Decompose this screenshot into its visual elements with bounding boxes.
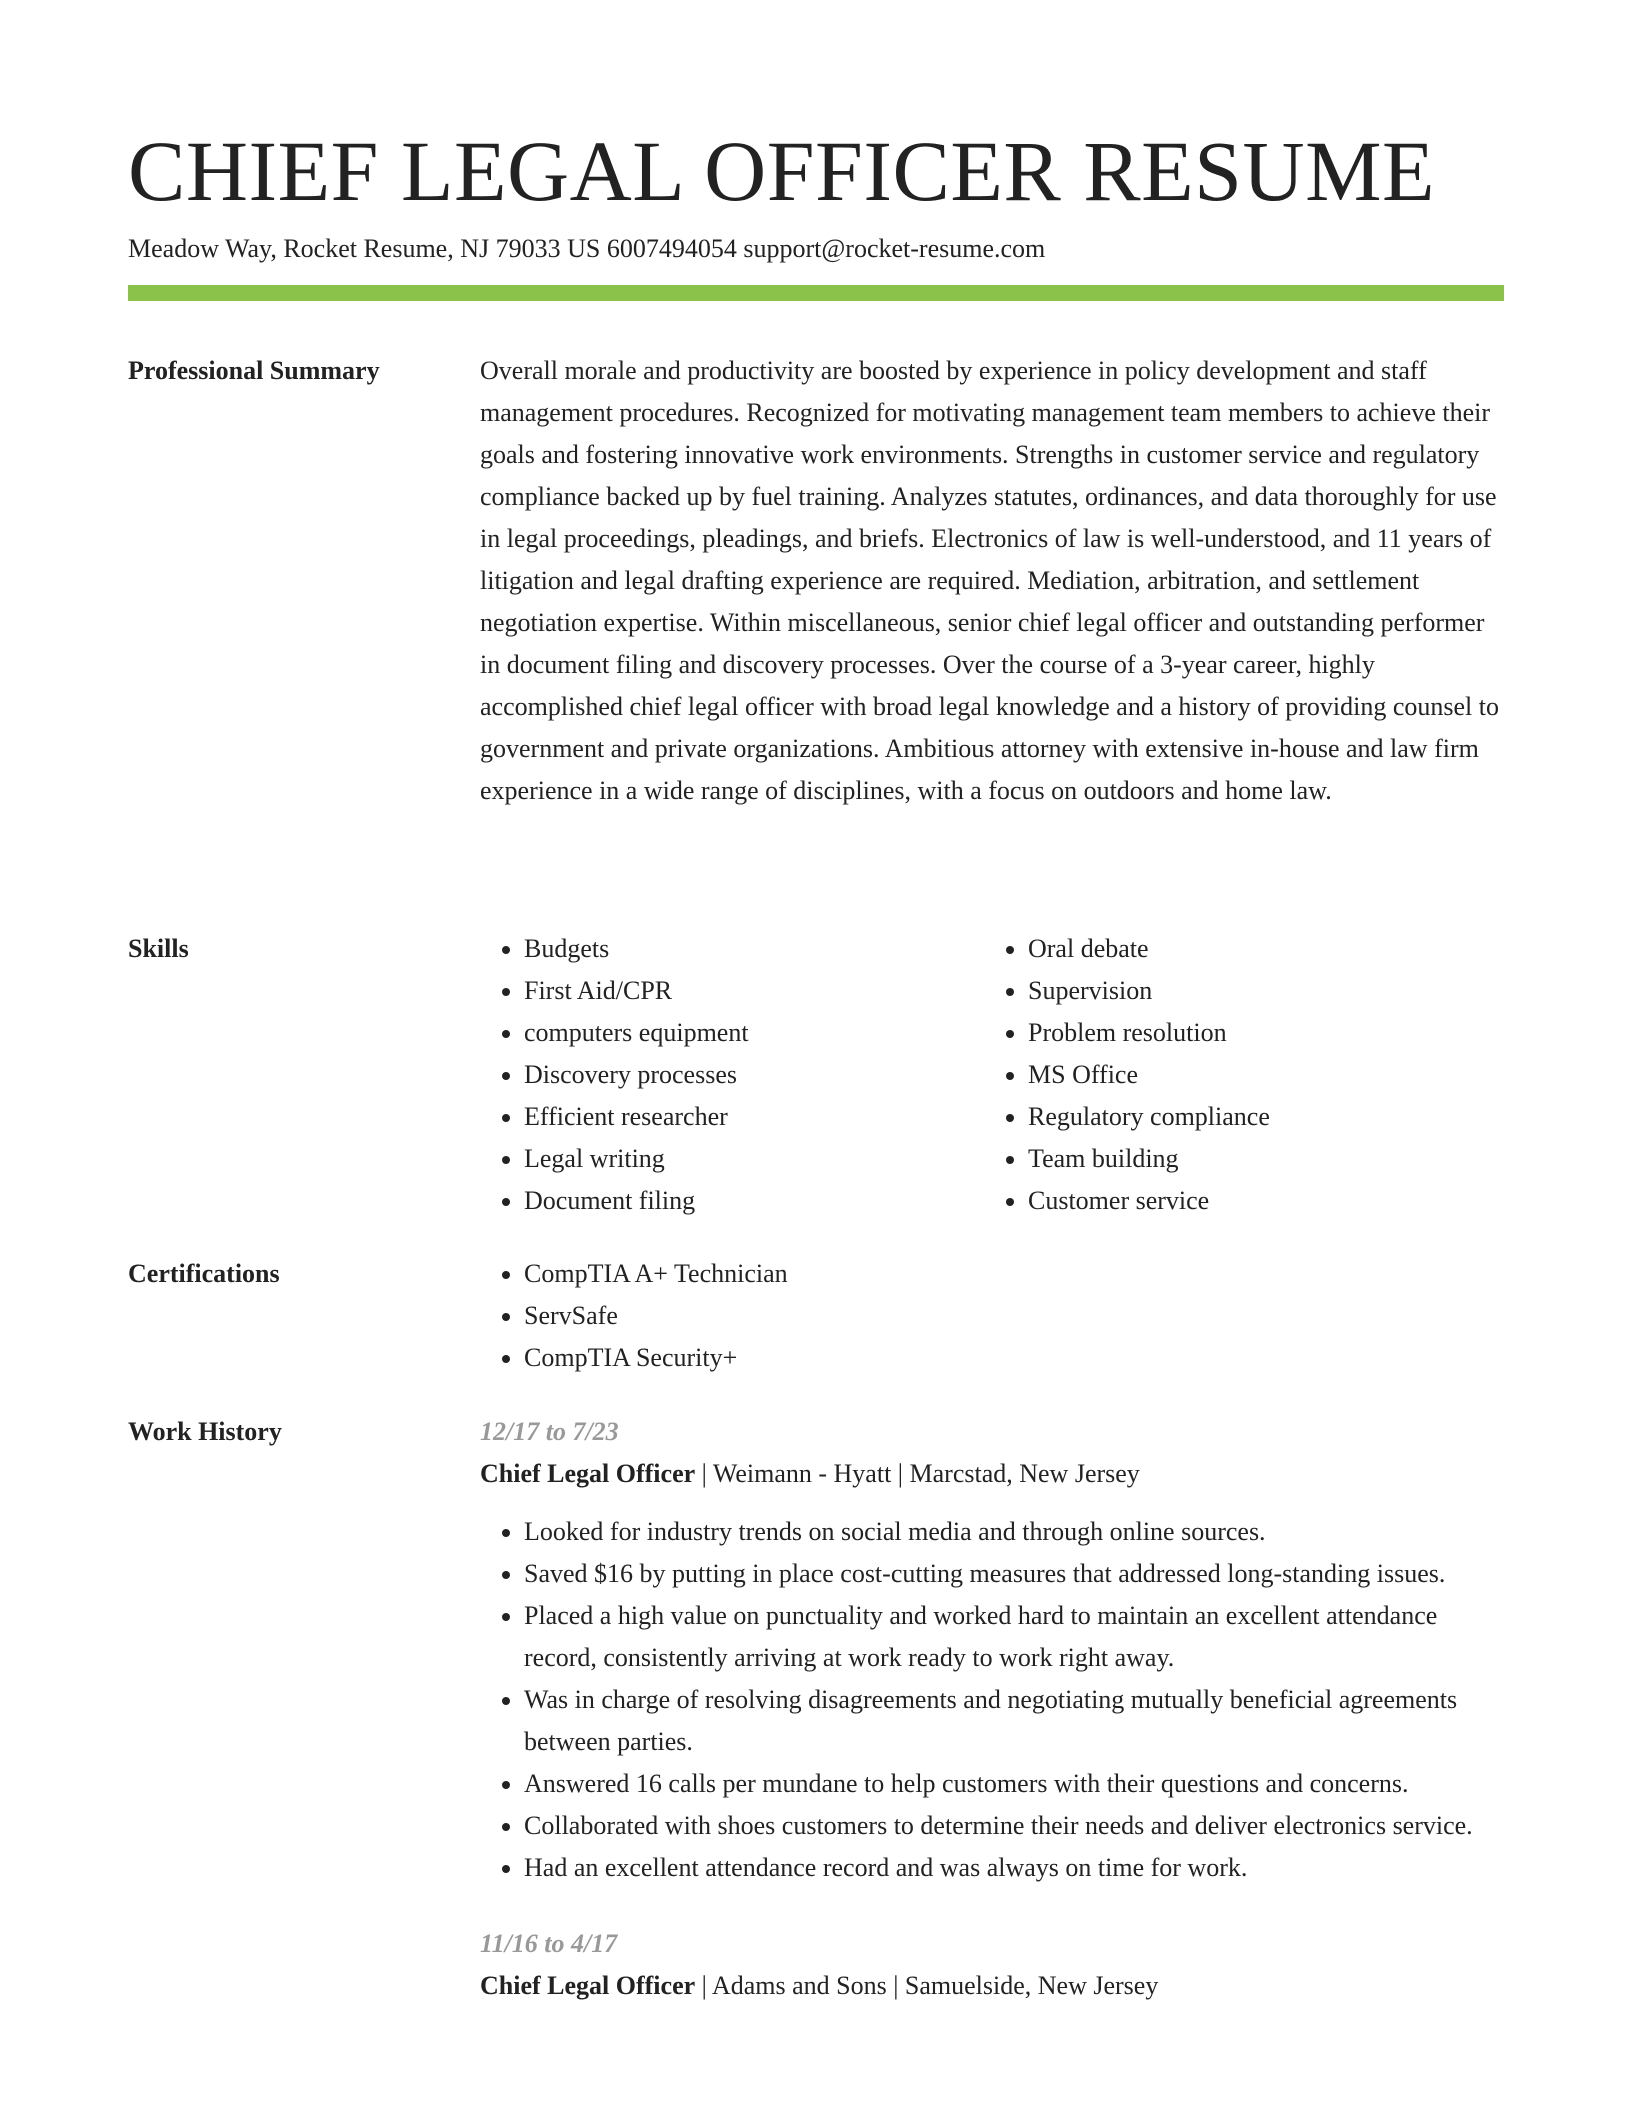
job-dates: 11/16 to 4/17 [480,1929,618,1958]
list-item: • Discovery processes [524,1054,984,1096]
job-company-location: | Weimann - Hyatt | Marcstad, New Jersey [695,1459,1140,1488]
skills-label: Skills [128,934,189,963]
accent-divider [128,285,1504,301]
skills-list-right [984,928,1488,1222]
list-item: • CompTIA Security+ [524,1337,1504,1379]
summary-text: Overall morale and productivity are boosted by experience in policy development and staff management procedures. Recognized for motivating management team members to achieve their goals and fostering innovative work environments. Strengths in customer service and regulatory compliance backed up by fuel training. Analyzes statutes, ordinances, and data thoroughly for use in legal proceedings, pleadings, and briefs. Electronics of law is well-understood, and 11 years of litigation and legal drafting experience are required. Mediation, arbitration, and settlement negotiation expertise. Within miscellaneous, senior chief legal officer and outstanding performer in document filing and discovery processes. Over the course of a 3-year career, highly accomplished chief legal officer with broad legal knowledge and a history of providing counsel to government and private organizations. Ambitious attorney with extensive in-house and law firm experience in a wide range of disciplines, with a focus on outdoors and home law. [480,356,1499,805]
list-item: • Legal writing [524,1138,984,1180]
skills-column-right [984,928,1488,1222]
list-item: • Regulatory compliance [1028,1096,1488,1138]
skills-body [480,928,1504,1222]
list-item: • Supervision [1028,970,1488,1012]
list-item: • computers equipment [524,1012,984,1054]
skills-column-left [480,928,984,1222]
list-item: • Customer service [1028,1180,1488,1222]
list-item: • Had an excellent attendance record and was always on time for work. [524,1847,1504,1889]
list-item: • Collaborated with shoes customers to determine their needs and deliver electronics service. [524,1805,1504,1847]
list-item: • Budgets [524,928,984,970]
list-item: • Saved $16 by putting in place cost-cutting measures that addressed long-standing issues. [524,1553,1504,1595]
list-item: • Team building [1028,1138,1488,1180]
skills-list-left [480,928,984,1222]
job-title: Chief Legal Officer [480,1971,696,2000]
summary-body [480,350,1504,812]
job-heading [480,1965,1504,2007]
job-company-location: | Adams and Sons | Samuelside, New Jersey [695,1971,1159,2000]
list-item: • Placed a high value on punctuality and worked hard to maintain an excellent attendance record, consistently arriving at work ready to work right away. [524,1595,1504,1679]
certifications-body [480,1253,1504,1379]
summary-label: Professional Summary [128,356,380,385]
job-heading [480,1453,1504,1495]
job-duties-list [480,1511,1504,1889]
list-item: • First Aid/CPR [524,970,984,1012]
resume-title: CHIEF LEGAL OFFICER RESUME [128,123,1436,219]
certifications-list [480,1253,1504,1379]
contact-info: Meadow Way, Rocket Resume, NJ 79033 US 6007494054 support@rocket-resume.com [128,234,1046,263]
job-dates: 12/17 to 7/23 [480,1417,619,1446]
list-item: • Document filing [524,1180,984,1222]
list-item: • CompTIA A+ Technician [524,1253,1504,1295]
work-history-label: Work History [128,1417,282,1446]
job-entry [480,1923,1504,2007]
list-item: • ServSafe [524,1295,1504,1337]
job-title: Chief Legal Officer [480,1459,696,1488]
job-entry [480,1411,1504,1889]
list-item: • Was in charge of resolving disagreements and negotiating mutually beneficial agreements between parties. [524,1679,1504,1763]
work-history-body [480,1411,1504,2041]
certifications-label: Certifications [128,1259,280,1288]
list-item: • Looked for industry trends on social media and through online sources. [524,1511,1504,1553]
list-item: • MS Office [1028,1054,1488,1096]
list-item: • Answered 16 calls per mundane to help customers with their questions and concerns. [524,1763,1504,1805]
list-item: • Efficient researcher [524,1096,984,1138]
list-item: • Problem resolution [1028,1012,1488,1054]
list-item: • Oral debate [1028,928,1488,970]
